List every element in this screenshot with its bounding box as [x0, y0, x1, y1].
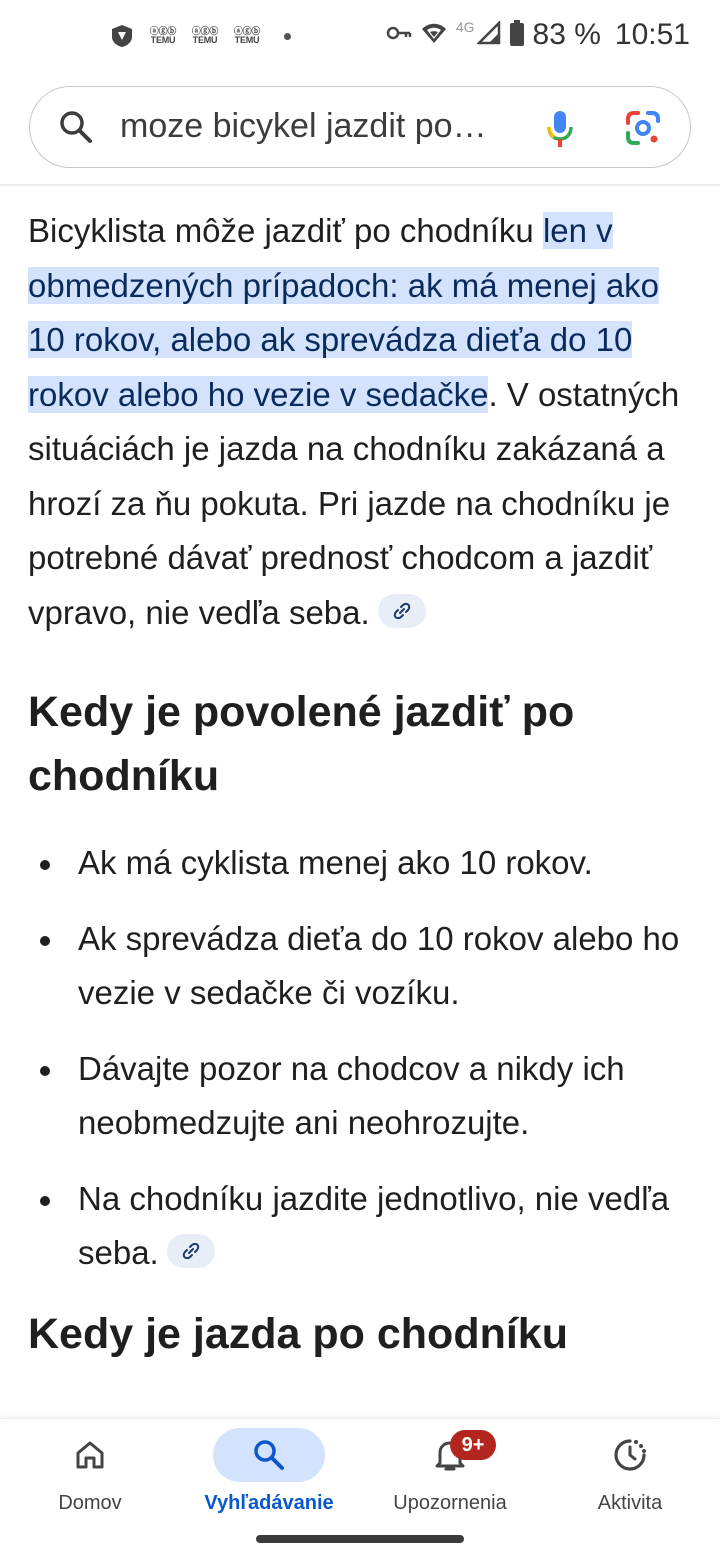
temu-app-icon: ⓐⓖⓑ TEMU: [191, 26, 219, 45]
search-icon[interactable]: [58, 109, 94, 145]
list-item-text: Na chodníku jazdite jednotlivo, nie vedľa seba.: [78, 1179, 670, 1271]
section-heading: Kedy je jazda po chodníku: [28, 1309, 568, 1358]
temu-app-icon: ⓐⓖⓑ TEMU: [149, 26, 177, 45]
section-heading: Kedy je povolené jazdiť po chodníku: [28, 688, 575, 800]
home-indicator[interactable]: [256, 1535, 464, 1543]
nav-label: Vyhľadávanie: [204, 1492, 334, 1514]
answer-rest: . V ostatných situáciách je jazda na chodníku zakázaná a hrozí za ňu pokuta. Pri jazde na chodníku je potrebné dávať prednosť chodcom a jazdiť vpravo, nie vedľa seba.: [28, 375, 680, 631]
list-item: [28, 1172, 692, 1281]
nav-item-activity[interactable]: [540, 1419, 720, 1531]
link-icon: [181, 1241, 201, 1261]
ai-overview-content: [28, 204, 692, 1366]
wifi-icon: [420, 21, 448, 50]
nav-icon-container: [34, 1428, 146, 1482]
battery-icon: [509, 19, 525, 52]
nav-label: Upozornenia: [393, 1492, 507, 1514]
source-link-button[interactable]: [167, 1234, 215, 1268]
status-left-icons: [108, 22, 291, 50]
status-right-icons: [386, 18, 690, 52]
status-bar: [0, 0, 720, 76]
link-icon: [392, 601, 412, 621]
clock: 10:51: [614, 18, 690, 51]
nav-icon-container: [574, 1428, 686, 1482]
notification-dot: [284, 33, 291, 40]
nav-label: Aktivita: [597, 1492, 663, 1514]
notification-badge: 9+: [450, 1430, 496, 1460]
bullet-list: [28, 836, 692, 1281]
temu-app-icon: ⓐⓖⓑ TEMU: [233, 26, 261, 45]
search-input[interactable]: moze bicykel jazdit po…: [120, 107, 487, 145]
google-lens-icon[interactable]: [624, 109, 662, 147]
signal-icon: [477, 21, 501, 50]
battery-percent: 83 %: [532, 18, 601, 51]
list-item: Dávajte pozor na chodcov a nikdy ich neobmedzujte ani neohrozujte.: [28, 1042, 692, 1151]
nav-item-home[interactable]: [0, 1419, 180, 1531]
nav-label: Domov: [58, 1492, 122, 1514]
source-link-button[interactable]: [378, 594, 426, 628]
nav-icon-container: [213, 1428, 325, 1482]
list-item: Ak sprevádza dieťa do 10 rokov alebo ho vezie v sedačke či vozíku.: [28, 912, 692, 1021]
answer-paragraph: [28, 204, 692, 640]
activity-icon: [612, 1437, 648, 1473]
answer-intro: Bicyklista môže jazdiť po chodníku: [28, 212, 543, 249]
nav-item-search[interactable]: [179, 1419, 359, 1531]
shield-app-icon: [108, 22, 136, 50]
network-type: 4G: [455, 19, 475, 35]
nav-item-notifications[interactable]: [360, 1419, 540, 1531]
search-bar[interactable]: [29, 86, 691, 168]
nav-icon-container: [394, 1428, 506, 1482]
header-divider: [0, 184, 720, 186]
list-item: Ak má cyklista menej ako 10 rokov.: [28, 836, 692, 891]
vpn-key-icon: [386, 24, 412, 47]
answer-highlight: len v obmedzených prípadoch: ak má menej ako 10 rokov, alebo ak sprevádza dieťa do 10 rokov alebo ho vezie v sedačke: [28, 212, 660, 413]
mic-icon[interactable]: [544, 109, 576, 149]
search-icon: [252, 1438, 286, 1472]
home-icon: [73, 1438, 107, 1472]
